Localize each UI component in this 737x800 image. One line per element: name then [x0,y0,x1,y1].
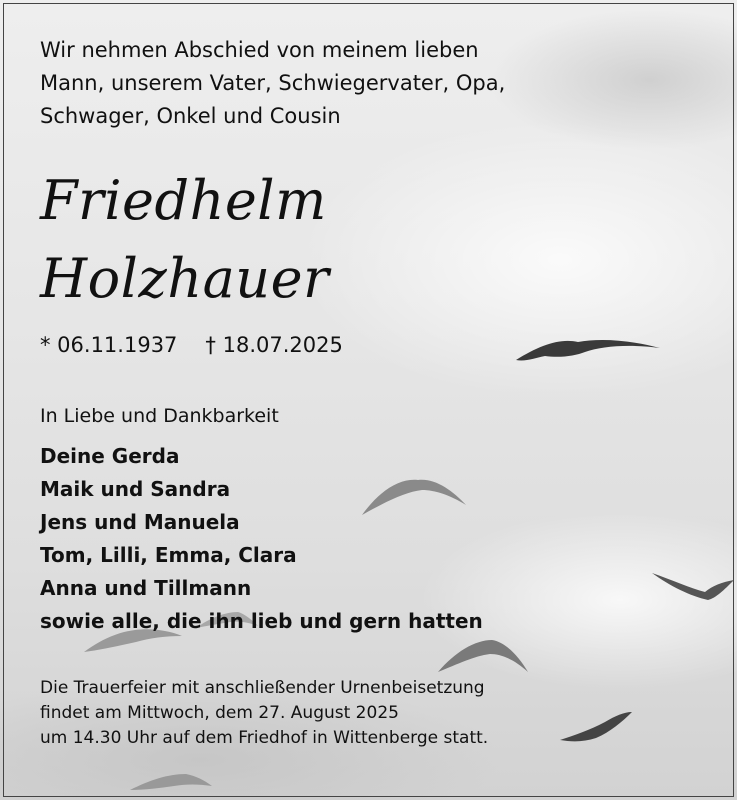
service-line: um 14.30 Uhr auf dem Friedhof in Wittenberge statt. [40,728,489,748]
life-dates [40,332,343,358]
service-line: findet am Mittwoch, dem 27. August 2025 [40,703,399,723]
family-line: Anna und Tillmann [40,576,252,600]
last-name: Holzhauer [40,247,330,310]
intro-line: Schwager, Onkel und Cousin [40,104,341,128]
family-line: Jens und Manuela [40,510,240,534]
first-name: Friedhelm [40,169,327,232]
family-list [40,440,483,638]
service-line: Die Trauerfeier mit anschließender Urnenbeisetzung [40,678,485,698]
intro-text [40,34,505,133]
closing-phrase: In Liebe und Dankbarkeit [40,405,279,427]
deceased-name [40,162,329,318]
seagull-icon [560,712,632,741]
family-line: Maik und Sandra [40,477,231,501]
service-info [40,676,488,751]
death-date: † 18.07.2025 [205,333,343,357]
intro-line: Wir nehmen Abschied von meinem lieben [40,38,479,62]
family-line: Deine Gerda [40,444,180,468]
birth-date: * 06.11.1937 [40,333,178,357]
family-line: sowie alle, die ihn lieb und gern hatten [40,609,483,633]
family-line: Tom, Lilli, Emma, Clara [40,543,297,567]
intro-line: Mann, unserem Vater, Schwiegervater, Opa, [40,71,506,95]
